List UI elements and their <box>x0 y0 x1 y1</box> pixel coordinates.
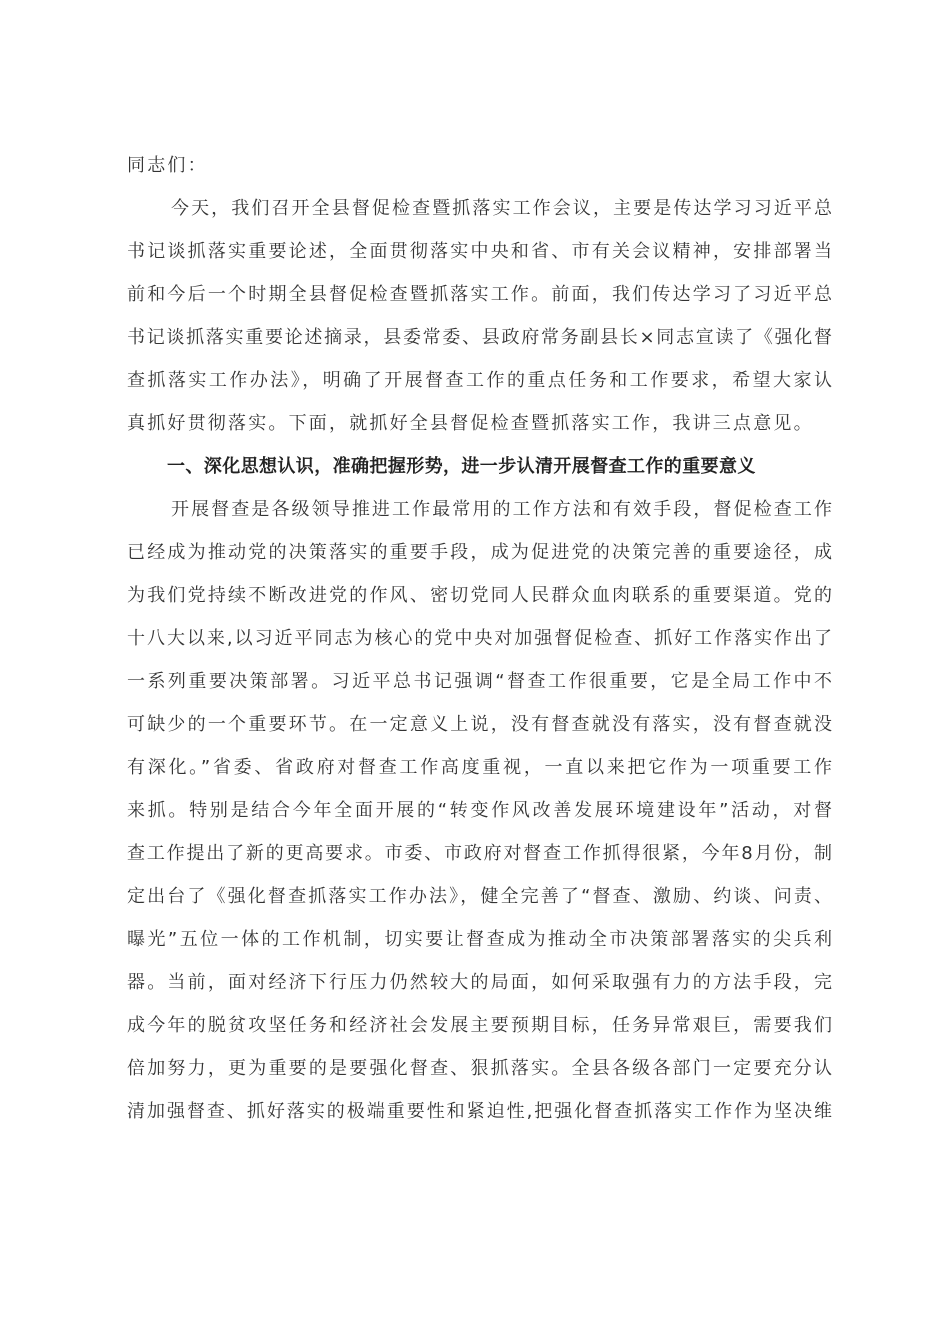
section-line: 一系列重要决策部署。习近平总书记强调“督查工作很重要，它是全局工作中不 <box>127 671 832 692</box>
intro-line: 查抓落实工作办法》，明确了开展督查工作的重点任务和工作要求，希望大家认 <box>127 370 832 391</box>
salutation: 同志们： <box>127 155 208 176</box>
section-line: 曝光”五位一体的工作机制，切实要让督查成为推动全市决策部署落实的尖兵利 <box>127 929 832 950</box>
section-line: 倍加努力，更为重要的是要强化督查、狠抓落实。全县各级各部门一定要充分认 <box>127 1058 832 1079</box>
intro-line: 真抓好贯彻落实。下面，就抓好全县督促检查暨抓落实工作，我讲三点意见。 <box>127 413 814 434</box>
intro-line: 前和今后一个时期全县督促检查暨抓落实工作。前面，我们传达学习了习近平总 <box>127 284 832 305</box>
section-line: 来抓。特别是结合今年全面开展的“转变作风改善发展环境建设年”活动，对督 <box>127 800 832 821</box>
section-line: 有深化。”省委、省政府对督查工作高度重视，一直以来把它作为一项重要工作 <box>127 757 832 778</box>
section-line: 查工作提出了新的更高要求。市委、市政府对督查工作抓得很紧，今年8月份，制 <box>127 843 832 864</box>
section-line: 清加强督查、抓好落实的极端重要性和紧迫性,把强化督查抓落实工作作为坚决维 <box>127 1101 832 1122</box>
section-line: 开展督查是各级领导推进工作最常用的工作方法和有效手段，督促检查工作 <box>171 499 832 520</box>
intro-line: 今天，我们召开全县督促检查暨抓落实工作会议，主要是传达学习习近平总 <box>171 198 832 219</box>
section-line: 定出台了《强化督查抓落实工作办法》，健全完善了“督查、激励、约谈、问责、 <box>127 886 832 907</box>
document-body <box>127 152 832 1141</box>
section-line: 十八大以来,以习近平同志为核心的党中央对加强督促检查、抓好工作落实作出了 <box>127 628 832 649</box>
section-line: 器。当前，面对经济下行压力仍然较大的局面，如何采取强有力的方法手段，完 <box>127 972 832 993</box>
section-line: 成今年的脱贫攻坚任务和经济社会发展主要预期目标，任务异常艰巨，需要我们 <box>127 1015 832 1036</box>
intro-line: 书记谈抓落实重要论述，全面贯彻落实中央和省、市有关会议精神，安排部署当 <box>127 241 832 262</box>
section-line: 已经成为推动党的决策落实的重要手段，成为促进党的决策完善的重要途径，成 <box>127 542 832 563</box>
section-heading: 一、深化思想认识，准确把握形势，进一步认清开展督查工作的重要意义 <box>167 456 756 477</box>
section-line: 为我们党持续不断改进党的作风、密切党同人民群众血肉联系的重要渠道。党的 <box>127 585 832 606</box>
intro-line: 书记谈抓落实重要论述摘录，县委常委、县政府常务副县长×同志宣读了《强化督 <box>127 327 832 348</box>
section-line: 可缺少的一个重要环节。在一定意义上说，没有督查就没有落实，没有督查就没 <box>127 714 832 735</box>
